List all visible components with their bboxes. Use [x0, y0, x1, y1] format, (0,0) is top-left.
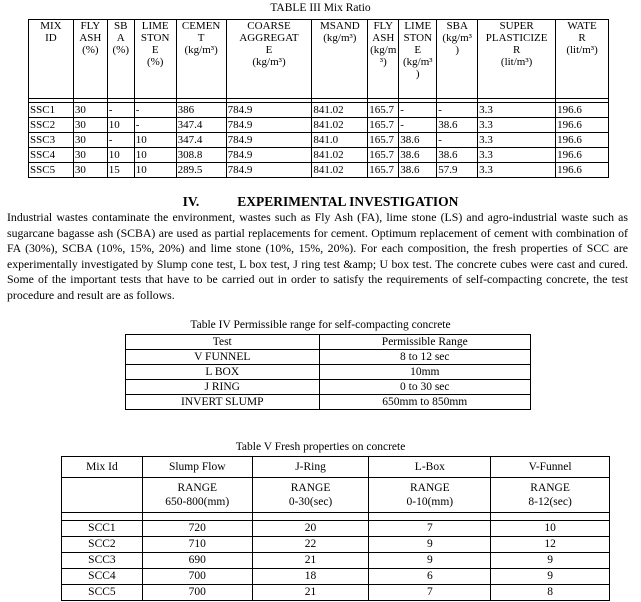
- table3-cell: 784.9: [226, 118, 312, 133]
- table-row: [62, 569, 610, 585]
- table5-cell: SCC4: [62, 569, 143, 585]
- table3-header-cell: FLY ASH (kg/m ³): [368, 20, 399, 99]
- table5-range-row: [62, 478, 610, 513]
- table5-header-cell: Slump Flow: [142, 457, 252, 478]
- table3-cell: -: [107, 133, 134, 148]
- section-number: IV.: [182, 194, 200, 209]
- table3-cell: SSC4: [29, 148, 74, 163]
- table4-cell: 10mm: [319, 365, 530, 380]
- table3-cell: 15: [107, 163, 134, 178]
- table3-cell: 3.3: [478, 118, 556, 133]
- table3-cell: 30: [73, 103, 107, 118]
- table5-caption: Table V Fresh properties on concrete: [235, 441, 406, 453]
- table3-header-cell: FLY ASH (%): [73, 20, 107, 99]
- table3-cell: 784.9: [226, 133, 312, 148]
- table3-cell: SSC3: [29, 133, 74, 148]
- table-row: [29, 103, 609, 118]
- table5-cell: 21: [252, 585, 369, 601]
- table4-header-cell: Test: [126, 335, 320, 350]
- table5-header-cell: L-Box: [369, 457, 491, 478]
- table3-cell: 38.6: [399, 163, 437, 178]
- table4-cell: INVERT SLUMP: [126, 395, 320, 410]
- section-title: EXPERIMENTAL INVESTIGATION: [237, 194, 459, 209]
- table3-cell: 38.6: [399, 133, 437, 148]
- table3-cell: -: [437, 103, 478, 118]
- table4-cell: 8 to 12 sec: [319, 350, 530, 365]
- table3-cell: 196.6: [556, 103, 609, 118]
- table3-cell: 10: [134, 148, 176, 163]
- table-row: [29, 148, 609, 163]
- table5-fresh-properties: [61, 456, 610, 601]
- table3-header-cell: CEMEN T (kg/m³): [176, 20, 226, 99]
- table3-cell: 3.3: [478, 148, 556, 163]
- table3-cell: -: [134, 103, 176, 118]
- table3-header-cell: SUPER PLASTICIZE R (lit/m³): [478, 20, 556, 99]
- table3-cell: 30: [73, 118, 107, 133]
- table5-cell: 18: [252, 569, 369, 585]
- table-row: [29, 118, 609, 133]
- table5-cell: 9: [491, 569, 610, 585]
- table3-cell: 784.9: [226, 148, 312, 163]
- table5-cell: 22: [252, 537, 369, 553]
- table3-cell: 30: [73, 163, 107, 178]
- table5-header-cell: V-Funnel: [491, 457, 610, 478]
- table3-cell: 165.7: [368, 118, 399, 133]
- table4-cell: V FUNNEL: [126, 350, 320, 365]
- table3-header-cell: MSAND (kg/m³): [312, 20, 368, 99]
- table3-cell: 784.9: [226, 163, 312, 178]
- table3-header-cell: SBA (kg/m³ ): [437, 20, 478, 99]
- table-row: [62, 585, 610, 601]
- table3-cell: 165.7: [368, 163, 399, 178]
- table5-cell: 720: [142, 521, 252, 537]
- table5-header-cell: J-Ring: [252, 457, 369, 478]
- table3-cell: 841.02: [312, 148, 368, 163]
- table3-header-cell: COARSE AGGREGAT E (kg/m³): [226, 20, 312, 99]
- table3-cell: 196.6: [556, 133, 609, 148]
- table3-cell: 30: [73, 133, 107, 148]
- body-paragraph: Industrial wastes contaminate the environment, wastes such as Fly Ash (FA), lime stone (LS) and agro-industrial waste such as sugarcane bagasse ash (SCBA) are used as partial replacements for cement. Optimum replacement of cement with combination of FA (30%), SCBA (10%, 15%, 20%) and lime stone (10%, 15%, 20%). For each composition, the fresh properties of SCC are experimentally investigated by Slump cone test, L box test, J ring test &amp; U box test. The concrete cubes were cast and cured. Some of the important tests that have to be carried out in order to satisfy the requirements of self-compacting concrete, the test procedure and result are as follows.: [7, 210, 628, 302]
- table5-cell: 8: [491, 585, 610, 601]
- table4-caption: Table IV Permissible range for self-compacting concrete: [190, 319, 451, 331]
- table3-cell: 3.3: [478, 163, 556, 178]
- table5-cell: 7: [369, 521, 491, 537]
- table5-cell: 700: [142, 569, 252, 585]
- section-heading: [0, 194, 641, 210]
- table3-cell: 841.02: [312, 163, 368, 178]
- table-row: [126, 350, 531, 365]
- table3-cell: 165.7: [368, 133, 399, 148]
- table3-cell: 38.6: [437, 148, 478, 163]
- table3-cell: 57.9: [437, 163, 478, 178]
- table5-cell: 10: [491, 521, 610, 537]
- table3-cell: 386: [176, 103, 226, 118]
- table4-cell: 650mm to 850mm: [319, 395, 530, 410]
- table3-header-cell: SB A (%): [107, 20, 134, 99]
- table3-header-cell: MIX ID: [29, 20, 74, 99]
- table4-cell: J RING: [126, 380, 320, 395]
- table3-cell: 3.3: [478, 103, 556, 118]
- table3-cell: 841.02: [312, 118, 368, 133]
- table3-cell: 289.5: [176, 163, 226, 178]
- table5-cell: SCC1: [62, 521, 143, 537]
- table5-cell: 6: [369, 569, 491, 585]
- table4-header-cell: Permissible Range: [319, 335, 530, 350]
- table3-cell: SSC2: [29, 118, 74, 133]
- table5-cell: 9: [369, 553, 491, 569]
- table5-range-cell: RANGE 0-10(mm): [369, 478, 491, 513]
- table-row: [29, 163, 609, 178]
- table4-permissible-range: [125, 334, 531, 410]
- table5-range-cell: RANGE 8-12(sec): [491, 478, 610, 513]
- table5-cell: SCC5: [62, 585, 143, 601]
- table3-cell: 38.6: [399, 148, 437, 163]
- table5-cell: 12: [491, 537, 610, 553]
- table3-cell: 10: [134, 133, 176, 148]
- table3-caption: TABLE III Mix Ratio: [270, 2, 371, 14]
- table-row: [29, 133, 609, 148]
- table3-cell: 196.6: [556, 163, 609, 178]
- table5-cell: 21: [252, 553, 369, 569]
- table3-cell: -: [399, 103, 437, 118]
- table3-cell: 308.8: [176, 148, 226, 163]
- table-row: [62, 553, 610, 569]
- table3-cell: 841.0: [312, 133, 368, 148]
- table5-range-cell: RANGE 0-30(sec): [252, 478, 369, 513]
- table5-cell: SCC2: [62, 537, 143, 553]
- table3-cell: 196.6: [556, 148, 609, 163]
- table5-spacer-row: [62, 513, 610, 521]
- table3-cell: -: [399, 118, 437, 133]
- table3-cell: 10: [107, 148, 134, 163]
- table3-header-cell: WATE R (lit/m³): [556, 20, 609, 99]
- table5-cell: 700: [142, 585, 252, 601]
- table3-cell: -: [107, 103, 134, 118]
- table3-cell: 10: [107, 118, 134, 133]
- table-row: [62, 537, 610, 553]
- table3-header-row: [29, 20, 609, 99]
- table5-cell: SCC3: [62, 553, 143, 569]
- table3-cell: SSC1: [29, 103, 74, 118]
- table3-cell: 347.4: [176, 133, 226, 148]
- table3-header-cell: LIME STON E (%): [134, 20, 176, 99]
- table4-cell: 0 to 30 sec: [319, 380, 530, 395]
- table5-header-row: [62, 457, 610, 478]
- table-row: [126, 380, 531, 395]
- table3-cell: 165.7: [368, 148, 399, 163]
- table-row: [126, 365, 531, 380]
- table3-cell: -: [437, 133, 478, 148]
- table3-cell: 347.4: [176, 118, 226, 133]
- table3-cell: 10: [134, 163, 176, 178]
- table3-cell: 165.7: [368, 103, 399, 118]
- table5-cell: 7: [369, 585, 491, 601]
- table3-cell: 784.9: [226, 103, 312, 118]
- table3-cell: -: [134, 118, 176, 133]
- table5-cell: 9: [369, 537, 491, 553]
- table5-cell: 710: [142, 537, 252, 553]
- table5-cell: 9: [491, 553, 610, 569]
- table-row: [62, 521, 610, 537]
- table5-cell: 690: [142, 553, 252, 569]
- table5-range-cell: [62, 478, 143, 513]
- table3-header-cell: LIME STON E (kg/m³ ): [399, 20, 437, 99]
- table4-header-row: [126, 335, 531, 350]
- table5-header-cell: Mix Id: [62, 457, 143, 478]
- table5-range-cell: RANGE 650-800(mm): [142, 478, 252, 513]
- table3-cell: SSC5: [29, 163, 74, 178]
- table3-mix-ratio: [28, 19, 609, 178]
- table-row: [126, 395, 531, 410]
- table3-cell: 30: [73, 148, 107, 163]
- table3-cell: 841.02: [312, 103, 368, 118]
- table3-cell: 196.6: [556, 118, 609, 133]
- table4-cell: L BOX: [126, 365, 320, 380]
- table3-cell: 3.3: [478, 133, 556, 148]
- table5-cell: 20: [252, 521, 369, 537]
- table3-cell: 38.6: [437, 118, 478, 133]
